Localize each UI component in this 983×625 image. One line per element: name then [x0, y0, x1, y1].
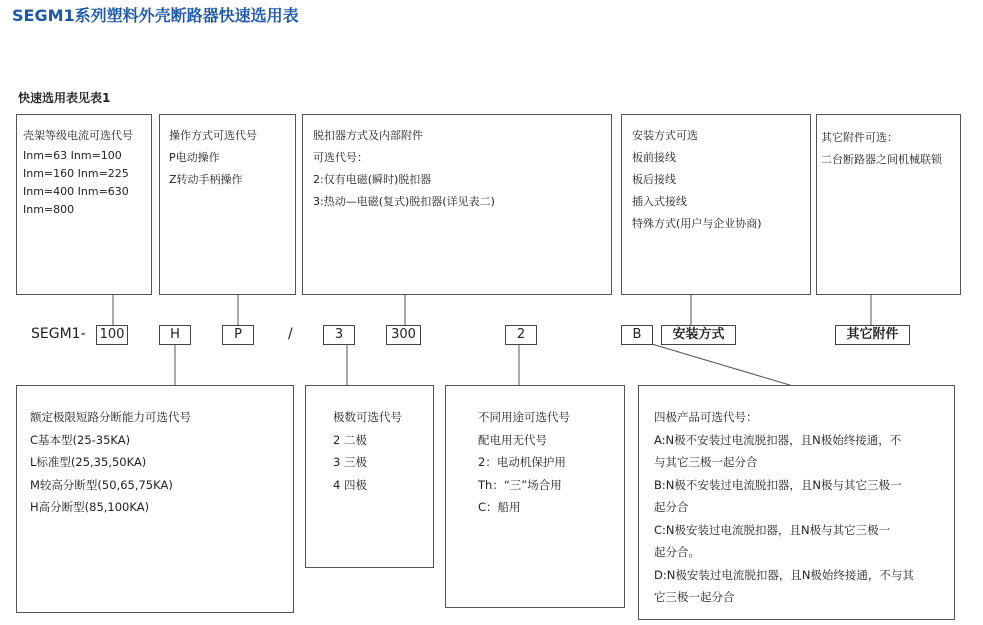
box-line: 额定极限短路分断能力可选代号 — [30, 410, 191, 424]
box-line: C基本型(25-35KA) — [30, 432, 131, 447]
code-frame-current: 100 — [96, 325, 128, 345]
four-pole-box — [638, 385, 955, 620]
box-line: 脱扣器方式及内部附件 — [313, 129, 423, 142]
release-type-box — [302, 114, 612, 295]
box-line: 壳架等级电流可选代号 — [23, 129, 133, 142]
box-line: Inm=63 Inm=100 — [23, 149, 122, 162]
frame-current-box — [16, 114, 152, 295]
box-line: 与其它三极一起分合 — [654, 455, 758, 469]
install-method-box — [621, 114, 811, 295]
box-line: Inm=400 Inm=630 — [23, 185, 129, 198]
code-poles: 3 — [323, 325, 355, 345]
page-title: SEGM1系列塑料外壳断路器快速选用表 — [12, 6, 299, 25]
box-line: Inm=800 — [23, 203, 75, 216]
box-line: Z转动手柄操作 — [169, 173, 243, 186]
box-line: 2：电动机保护用 — [478, 455, 566, 469]
code-release: 300 — [386, 325, 421, 345]
box-line: 不同用途可选代号 — [478, 410, 570, 424]
box-line: 四极产品可选代号： — [654, 410, 758, 424]
box-line: 特殊方式(用户与企业协商) — [632, 217, 762, 230]
connector-four-pole — [645, 342, 793, 386]
box-line: D:N极安装过电流脱扣器，且N极始终接通，不与其 — [654, 567, 914, 582]
model-prefix: SEGM1- — [31, 326, 86, 342]
box-line: A:N极不安装过电流脱扣器，且N极始终接通，不 — [654, 432, 902, 447]
box-line: 3:热动—电磁(复式)脱扣器(详见表二) — [313, 195, 495, 208]
table-caption: 快速选用表见表1 — [18, 91, 111, 105]
box-line: 板后接线 — [632, 173, 676, 186]
box-line: 可选代号： — [313, 151, 368, 164]
box-line: 安装方式可选 — [632, 129, 698, 142]
code-install-method: 安装方式 — [661, 325, 736, 345]
box-line: H高分断型(85,100KA) — [30, 500, 150, 514]
box-line: 起分合 — [654, 500, 689, 514]
box-line: 插入式接线 — [632, 195, 687, 208]
code-breaking-capacity: H — [159, 325, 191, 345]
box-line: 4 四极 — [333, 477, 367, 492]
box-line: B:N极不安装过电流脱扣器，且N极与其它三极一 — [654, 477, 902, 492]
poles-box — [305, 385, 434, 568]
box-line: 2:仅有电磁(瞬时)脱扣器 — [313, 173, 432, 186]
box-line: 3 三极 — [333, 455, 367, 469]
box-line: 板前接线 — [632, 151, 676, 164]
box-line: Inm=160 Inm=225 — [23, 167, 129, 180]
box-line: P电动操作 — [169, 151, 220, 164]
box-line: 起分合。 — [654, 545, 700, 559]
operation-mode-box — [159, 114, 296, 295]
box-line: Th：“三”场合用 — [478, 477, 562, 492]
box-line: M较高分断型(50,65,75KA) — [30, 477, 173, 492]
box-line: C:N极安装过电流脱扣器，且N极与其它三极一 — [654, 522, 891, 537]
box-line: 2 二极 — [333, 432, 367, 447]
usage-box — [445, 385, 625, 608]
code-usage: 2 — [505, 325, 537, 345]
code-four-pole: B — [621, 325, 653, 345]
code-other-accessories: 其它附件 — [835, 325, 910, 345]
box-line: 极数可选代号 — [333, 410, 402, 424]
box-line: 二台断路器之间机械联锁 — [821, 153, 942, 166]
box-line: 它三极一起分合 — [654, 590, 735, 604]
code-operation: P — [222, 325, 254, 345]
code-separator: / — [288, 326, 293, 342]
other-accessories-box — [816, 114, 961, 295]
box-line: 配电用无代号 — [478, 432, 547, 447]
breaking-capacity-box — [16, 385, 294, 613]
box-line: 其它附件可选： — [821, 131, 898, 144]
box-line: C：船用 — [478, 500, 521, 514]
box-line: 操作方式可选代号 — [169, 129, 257, 142]
box-line: L标准型(25,35,50KA) — [30, 455, 147, 469]
